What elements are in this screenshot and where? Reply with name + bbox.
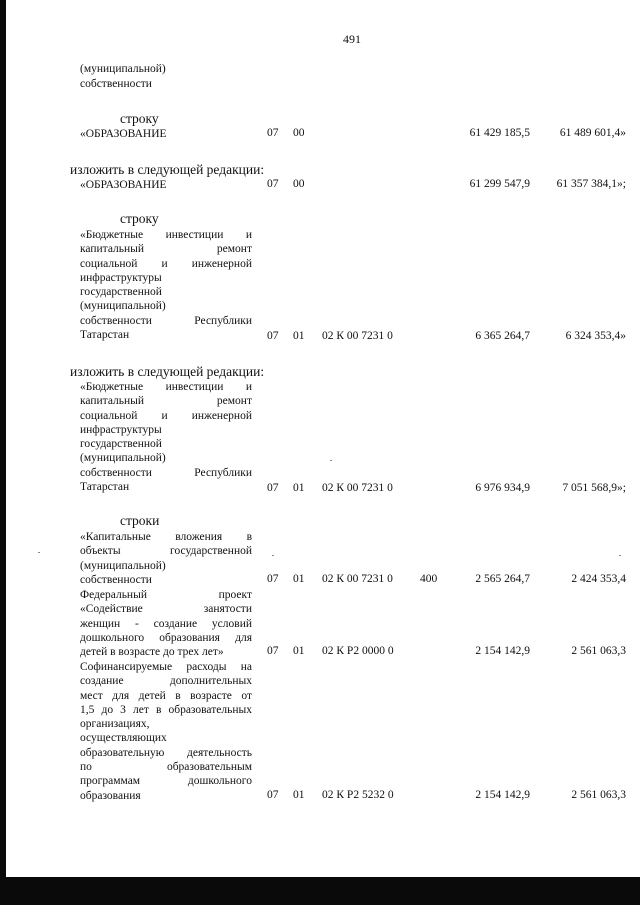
block-0-heading: строку <box>120 111 159 126</box>
block-3-code-1: 07 <box>267 482 279 494</box>
name-line: социальной и инженерной <box>80 257 252 270</box>
name-line: государственной <box>80 438 162 451</box>
scan-speck <box>272 555 274 556</box>
name-line: собственности Республики <box>80 314 252 327</box>
block-1-value-1: 61 299 547,9 <box>469 178 530 190</box>
name-line: объекты государственной <box>80 545 252 558</box>
name-line: женщин - создание условий <box>80 617 252 630</box>
block-2-code-2: 01 <box>293 330 305 342</box>
block-2-name <box>80 228 252 342</box>
name-line: дошкольного образования для <box>80 631 252 644</box>
scan-border-bottom <box>0 877 640 905</box>
block-4-row-0-value-1: 2 565 264,7 <box>475 573 530 585</box>
block-4-row-0-code-2: 01 <box>293 573 305 585</box>
name-line: Софинансируемые расходы на <box>80 661 252 673</box>
name-line: (муниципальной) <box>80 559 166 572</box>
name-line: (муниципальной) <box>80 300 166 313</box>
name-line: образования <box>80 789 141 802</box>
block-0-value-1: 61 429 185,5 <box>469 127 530 139</box>
block-0-value-2: 61 489 601,4» <box>559 127 626 139</box>
block-3-heading: изложить в следующей редакции: <box>70 364 265 379</box>
name-line: детей в возрасте до трех лет» <box>80 646 224 659</box>
name-line: образовательную деятельность <box>80 746 252 759</box>
block-4-row-0-code-1: 07 <box>267 573 279 585</box>
name-line: создание дополнительных <box>80 675 252 688</box>
scan-speck <box>38 552 40 553</box>
block-4-row-2-value-1: 2 154 142,9 <box>475 789 530 801</box>
block-4-row-1-value-1: 2 154 142,9 <box>475 645 530 657</box>
name-line: инфраструктуры <box>80 423 162 436</box>
block-2-value-1: 6 365 264,7 <box>475 330 530 342</box>
block-4-row-2-value-2: 2 561 063,3 <box>571 789 626 801</box>
block-1-value-2: 61 357 384,1»; <box>556 178 626 190</box>
block-4-row-1-name <box>80 588 252 659</box>
block-1-code-2: 00 <box>293 178 305 190</box>
block-2-value-2: 6 324 353,4» <box>565 330 626 342</box>
block-4-row-0-value-2: 2 424 353,4 <box>571 573 626 585</box>
name-line: капитальный ремонт <box>80 395 252 408</box>
block-4-row-2-code-2: 01 <box>293 789 305 801</box>
block-4-row-0-name <box>80 530 252 587</box>
name-line: инфраструктуры <box>80 271 162 284</box>
block-3-target-code: 02 К 00 7231 0 <box>322 482 393 494</box>
name-line: мест для детей в возрасте от <box>80 689 252 702</box>
name-line: осуществляющих <box>80 732 167 745</box>
name-line: программам дошкольного <box>80 775 252 788</box>
top-text-line-2: собственности <box>80 78 152 90</box>
block-4-row-1-value-2: 2 561 063,3 <box>571 645 626 657</box>
block-4-row-1-code-1: 07 <box>267 645 279 657</box>
name-line: Татарстан <box>80 481 130 494</box>
block-4-row-1-code-2: 01 <box>293 645 305 657</box>
name-line: Федеральный проект <box>80 589 252 601</box>
block-4-row-2-name <box>80 660 252 803</box>
name-line: «Капитальные вложения в <box>80 531 252 543</box>
top-text-line-1: (муниципальной) <box>80 63 166 75</box>
block-4-row-2-target-code: 02 К Р2 5232 0 <box>322 789 394 801</box>
name-line: (муниципальной) <box>80 452 166 465</box>
block-0-code-2: 00 <box>293 127 305 139</box>
name-line: по образовательным <box>80 761 252 774</box>
scan-speck <box>330 460 332 461</box>
name-line: собственности Республики <box>80 466 252 479</box>
name-line: «Бюджетные инвестиции и <box>80 381 252 393</box>
name-line: «Содействие занятости <box>80 603 252 616</box>
block-4-heading: строки <box>120 513 160 528</box>
block-1-code-1: 07 <box>267 178 279 190</box>
block-4-row-0-expense-type: 400 <box>420 573 438 585</box>
name-line: государственной <box>80 286 162 299</box>
block-3-value-2: 7 051 568,9»; <box>562 482 626 494</box>
block-4-row-0-target-code: 02 К 00 7231 0 <box>322 573 393 585</box>
block-0-code-1: 07 <box>267 127 279 139</box>
block-3-value-1: 6 976 934,9 <box>475 482 530 494</box>
block-3-name <box>80 380 252 494</box>
name-line: капитальный ремонт <box>80 243 252 256</box>
name-line: Татарстан <box>80 329 130 342</box>
block-4-row-1-target-code: 02 К Р2 0000 0 <box>322 645 394 657</box>
name-line: «Бюджетные инвестиции и <box>80 229 252 241</box>
block-2-heading: строку <box>120 211 159 226</box>
scan-speck <box>619 555 621 556</box>
block-2-code-1: 07 <box>267 330 279 342</box>
block-1-name: «ОБРАЗОВАНИЕ <box>80 179 167 191</box>
block-4-row-2-code-1: 07 <box>267 789 279 801</box>
block-3-code-2: 01 <box>293 482 305 494</box>
page-number: 491 <box>343 32 361 46</box>
block-1-heading: изложить в следующей редакции: <box>70 162 265 177</box>
name-line: социальной и инженерной <box>80 409 252 422</box>
name-line: 1,5 до 3 лет в образовательных <box>80 703 252 716</box>
block-2-target-code: 02 К 00 7231 0 <box>322 330 393 342</box>
name-line: организациях, <box>80 718 150 731</box>
name-line: собственности <box>80 573 152 586</box>
scan-border-left <box>0 0 6 877</box>
block-0-name: «ОБРАЗОВАНИЕ <box>80 128 167 140</box>
